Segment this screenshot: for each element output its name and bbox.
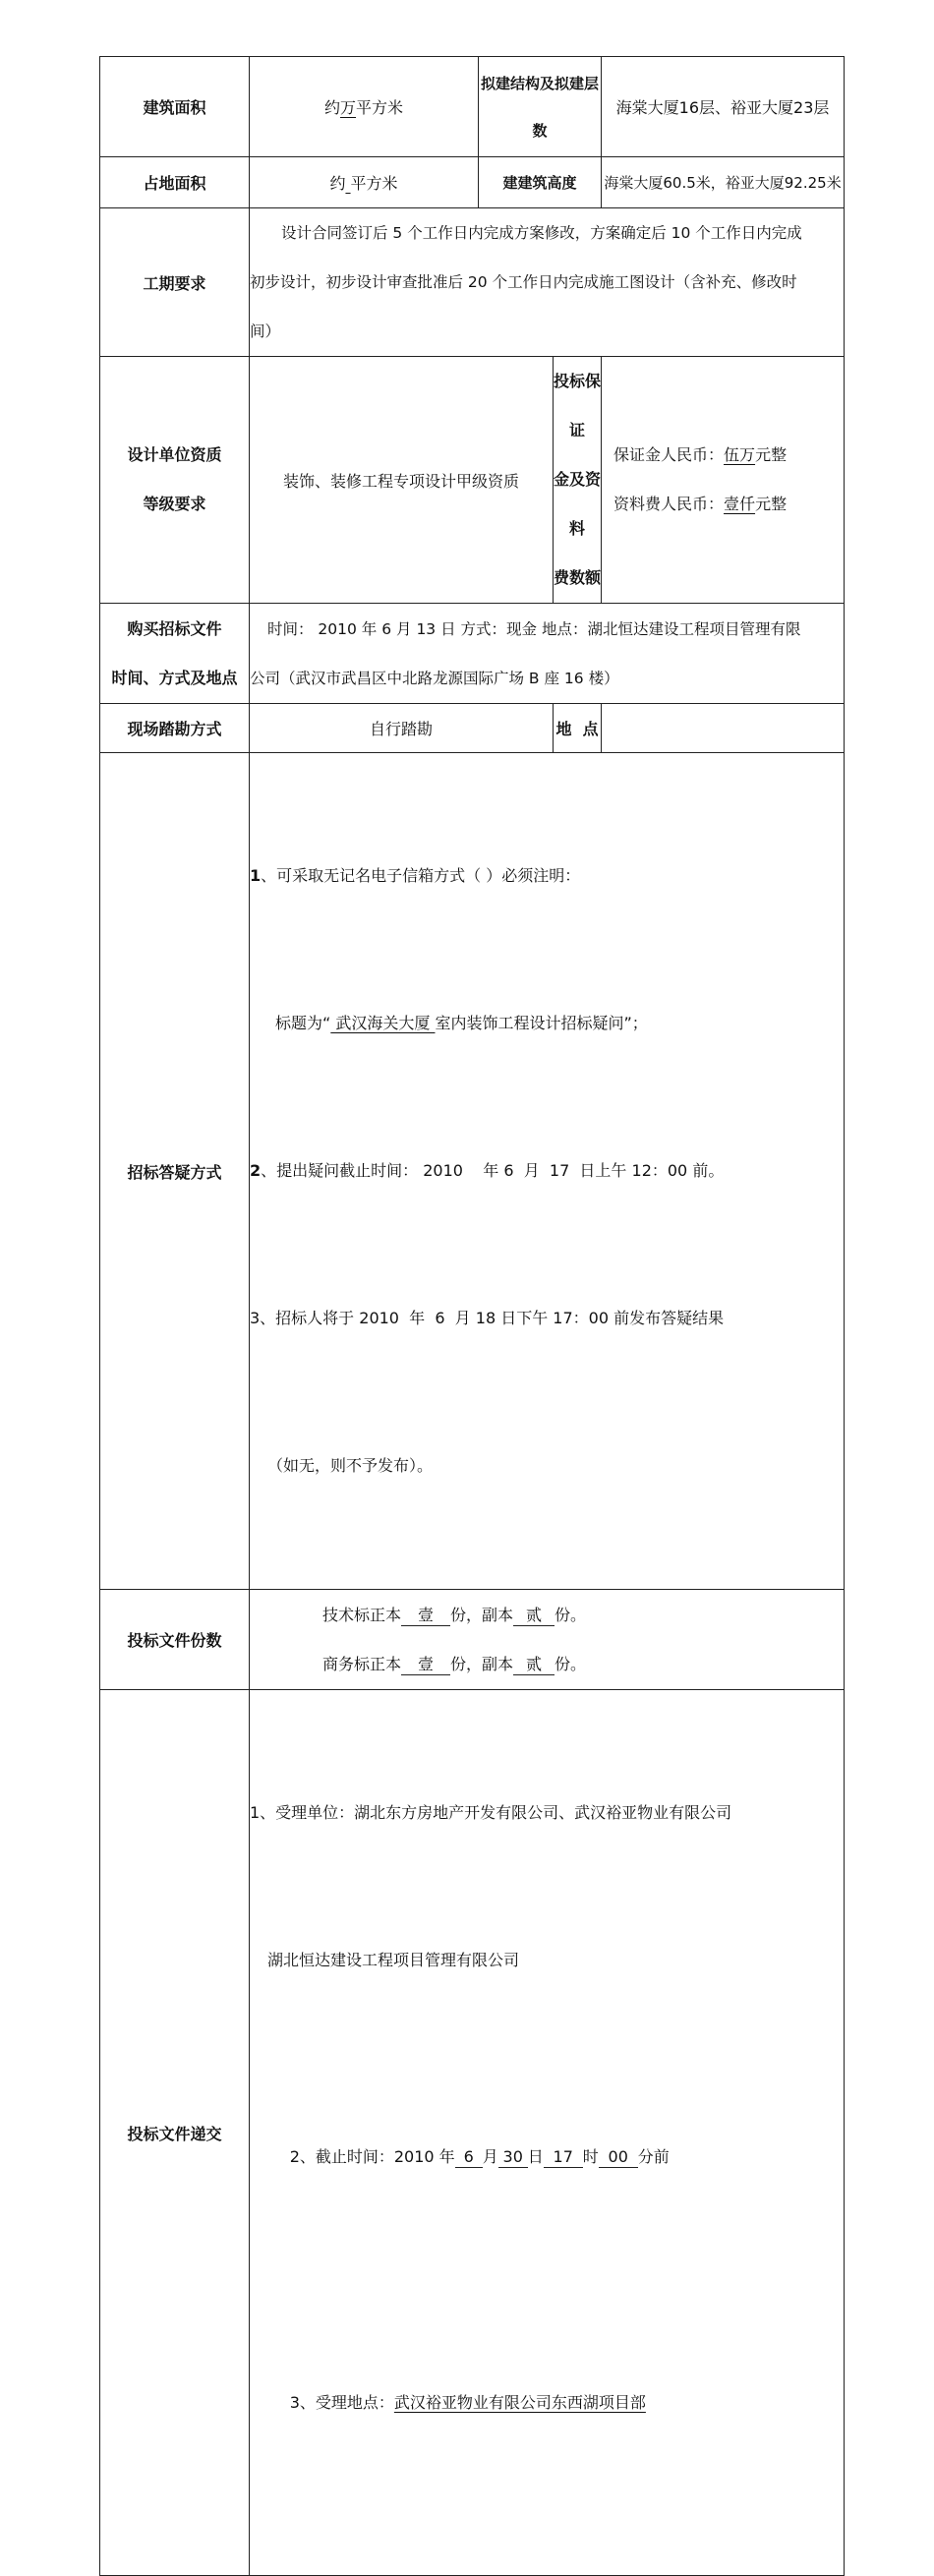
building-area-value: 约万平方米 bbox=[250, 57, 479, 157]
site-place-value bbox=[602, 704, 845, 753]
qualification-value: 装饰、装修工程专项设计甲级资质 bbox=[250, 357, 554, 604]
row-building-area bbox=[100, 57, 845, 157]
copies-value bbox=[250, 1590, 845, 1690]
submission-line-3: 2、截止时间：2010 年 6 月 30 日 17 时 00 分前 bbox=[289, 2147, 670, 2166]
submission-label: 投标文件递交 bbox=[100, 1690, 250, 2576]
copies-label: 投标文件份数 bbox=[100, 1590, 250, 1690]
structure-value: 海棠大厦16层、裕亚大厦23层 bbox=[602, 57, 845, 157]
qualification-label: 设计单位资质 等级要求 bbox=[100, 357, 250, 604]
row-land-area bbox=[100, 157, 845, 208]
site-visit-label: 现场踏勘方式 bbox=[100, 704, 250, 753]
row-qa bbox=[100, 753, 845, 1590]
row-copies bbox=[100, 1590, 845, 1690]
bid-info-document bbox=[99, 56, 844, 2576]
qa-value bbox=[250, 753, 845, 1590]
deposit-label: 投标保证 金及资料 费数额 bbox=[554, 357, 602, 604]
purchase-value: 时间： 2010 年 6 月 13 日 方式：现金 地点：湖北恒达建设工程项目管理有限 公司（武汉市武昌区中北路龙源国际广场 B 座 16 楼） bbox=[250, 604, 845, 704]
building-height-value: 海棠大厦60.5米，裕亚大厦92.25米 bbox=[602, 157, 845, 208]
deposit-value bbox=[602, 357, 845, 604]
period-value: 设计合同签订后 5 个工作日内完成方案修改，方案确定后 10 个工作日内完成 初步设计，初步设计审查批准后 20 个工作日内完成施工图设计（含补充、修改时 间） bbox=[250, 208, 845, 357]
row-site-visit bbox=[100, 704, 845, 753]
fee-amount: 资料费人民币：壹仟元整 bbox=[613, 495, 788, 513]
row-period bbox=[100, 208, 845, 357]
land-area-label: 占地面积 bbox=[100, 157, 250, 208]
deposit-amount: 保证金人民币：伍万元整 bbox=[613, 445, 788, 464]
qa-line-1: 1、可采取无记名电子信箱方式（ ）必须注明： bbox=[250, 866, 581, 885]
row-qualification bbox=[100, 357, 845, 604]
period-label: 工期要求 bbox=[100, 208, 250, 357]
row-purchase bbox=[100, 604, 845, 704]
building-area-label: 建筑面积 bbox=[100, 57, 250, 157]
qa-line-2: 标题为“ 武汉海关大厦 室内装饰工程设计招标疑问”； bbox=[275, 1014, 648, 1032]
submission-value bbox=[250, 1690, 845, 2576]
submission-line-2: 湖北恒达建设工程项目管理有限公司 bbox=[267, 1951, 520, 1969]
building-area-blank: 万 bbox=[339, 98, 356, 117]
land-area-value: 约 平方米 bbox=[250, 157, 479, 208]
row-submission bbox=[100, 1690, 845, 2576]
qa-line-5: （如无，则不予发布）。 bbox=[267, 1456, 434, 1475]
qa-line-4: 3、招标人将于 2010 年 6 月 18 日下午 17：00 前发布答疑结果 bbox=[250, 1309, 725, 1327]
tech-copies-line: 技术标正本 壹 份，副本 贰 份。 bbox=[322, 1605, 587, 1624]
site-visit-value: 自行踏勘 bbox=[250, 704, 554, 753]
purchase-label: 购买招标文件 时间、方式及地点 bbox=[100, 604, 250, 704]
submission-line-1: 1、受理单位：湖北东方房地产开发有限公司、武汉裕亚物业有限公司 bbox=[250, 1803, 732, 1822]
bid-info-table bbox=[99, 56, 845, 2576]
submission-line-4: 3、受理地点：武汉裕亚物业有限公司东西湖项目部 bbox=[289, 2393, 646, 2412]
qa-line-3: 2、提出疑问截止时间： 2010 年 6 月 17 日上午 12：00 前。 bbox=[250, 1161, 725, 1180]
building-height-label: 建建筑高度 bbox=[479, 157, 602, 208]
site-place-label: 地 点 bbox=[554, 704, 602, 753]
biz-copies-line: 商务标正本 壹 份，副本 贰 份。 bbox=[322, 1654, 587, 1673]
structure-label: 拟建结构及拟建层数 bbox=[479, 57, 602, 157]
qa-label: 招标答疑方式 bbox=[100, 753, 250, 1590]
